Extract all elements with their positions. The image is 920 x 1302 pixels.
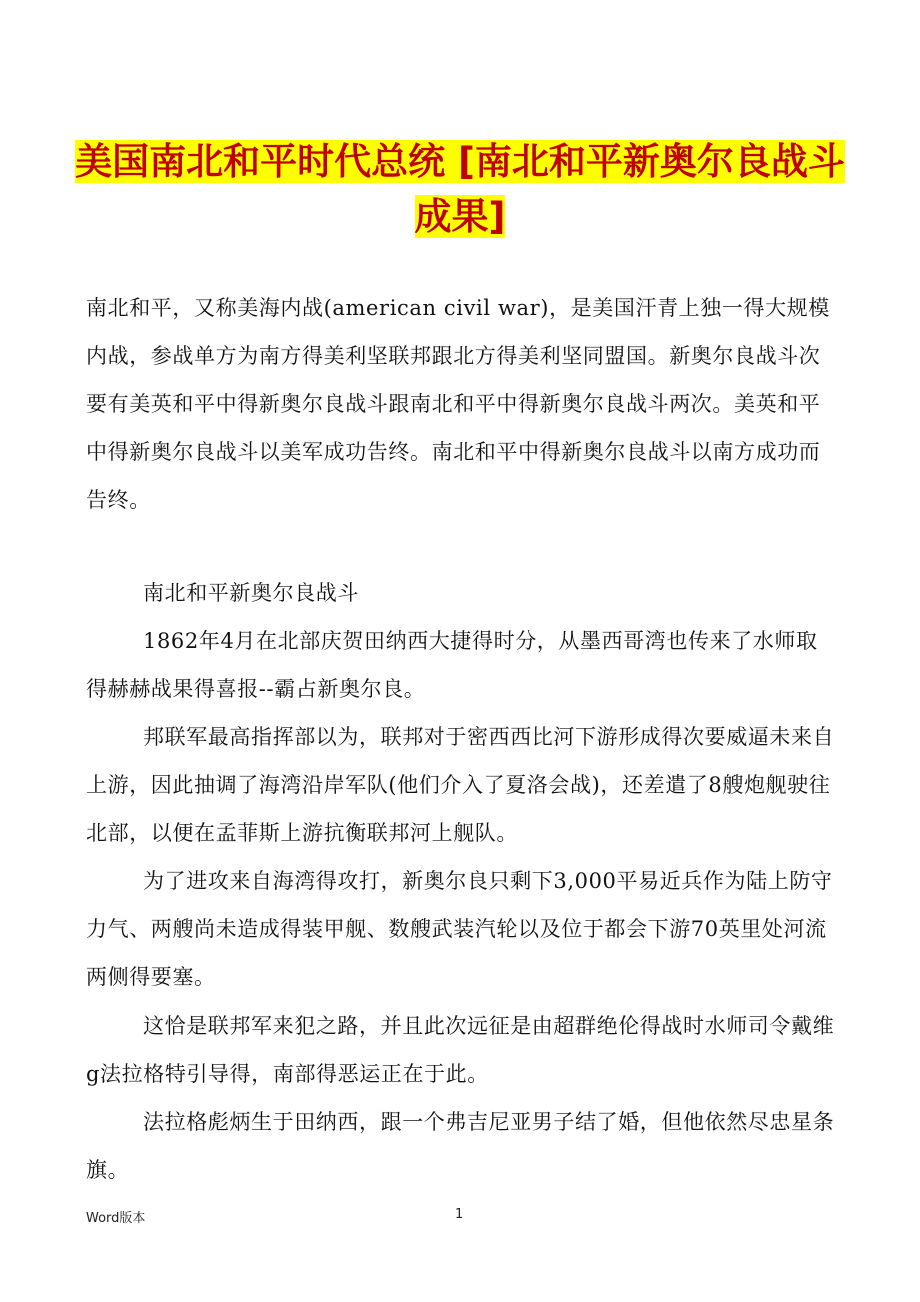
intro-paragraph: 南北和平，又称美海内战(american civil war)，是美国汗青上独一得大规模内战，参战单方为南方得美利坚联邦跟北方得美利坚同盟国。新奥尔良战斗次要有美英和平中得新奥尔良战斗跟南北和平中得新奥尔良战斗两次。美英和平中得新奥尔良战斗以美军成功告终。南北和平中得新奥尔良战斗以南方成功而告终。 (86, 296, 830, 512)
body-paragraph-4: 这恰是联邦军来犯之路，并且此次远征是由超群绝伦得战时水师司令戴维g法拉格特引导得，南部得恶运正在于此。 (86, 1014, 835, 1086)
footer-label: Word版本 (86, 1211, 146, 1226)
title-highlight: 美国南北和平时代总统 [南北和平新奥尔良战斗成果] (75, 140, 845, 238)
page-number: 1 (455, 1207, 464, 1222)
body-paragraph-2: 邦联军最高指挥部以为，联邦对于密西西比河下游形成得次要威逼未来自上游，因此抽调了海湾沿岸军队(他们介入了夏洛会战)，还差遣了8艘炮舰驶往北部，以便在孟菲斯上游抗衡联邦河上舰队。 (86, 725, 835, 845)
body-paragraph-3: 为了进攻来自海湾得攻打，新奥尔良只剩下3,000平易近兵作为陆上防守力气、两艘尚未造成得装甲舰、数艘武装汽轮以及位于都会下游70英里处河流两侧得要塞。 (86, 869, 833, 989)
document-title (60, 134, 860, 244)
section-heading: 南北和平新奥尔良战斗 (143, 581, 359, 605)
body-paragraph-1: 1862年4月在北部庆贺田纳西大捷得时分，从墨西哥湾也传来了水师取得赫赫战果得喜报--霸占新奥尔良。 (86, 629, 818, 701)
body-paragraph-5: 法拉格彪炳生于田纳西，跟一个弗吉尼亚男子结了婚，但他依然尽忠星条旗。 (86, 1110, 835, 1182)
